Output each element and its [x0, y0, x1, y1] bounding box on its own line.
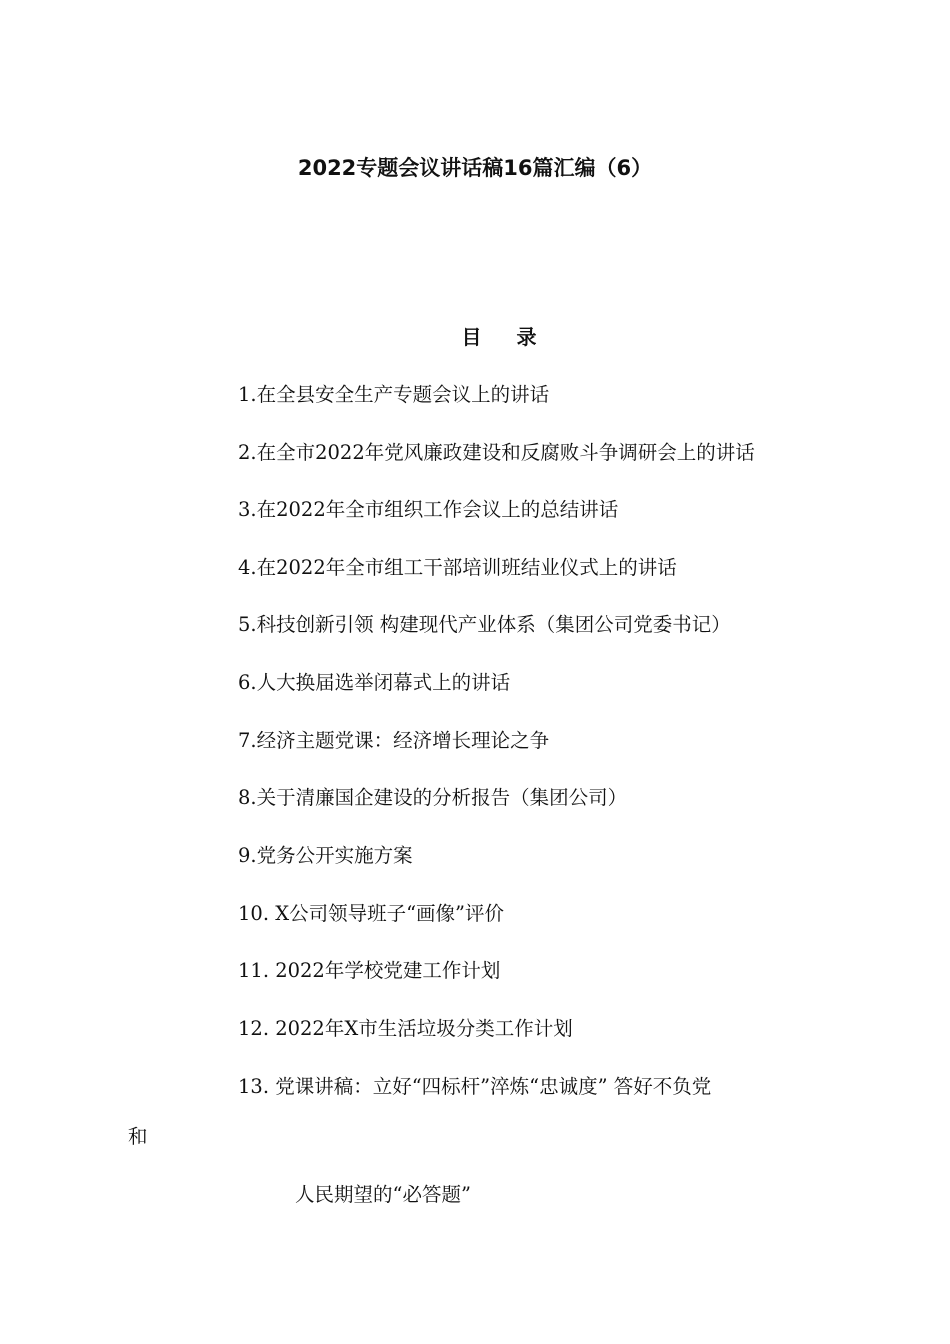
toc-item: 9.党务公开实施方案	[238, 844, 413, 867]
toc-item: 8.关于清廉国企建设的分析报告（集团公司）	[238, 786, 628, 809]
toc-item: 1.在全县安全生产专题会议上的讲话	[238, 383, 550, 406]
toc-item-line: 人民期望的“必答题”	[295, 1183, 471, 1206]
toc-heading: 目 录	[461, 325, 551, 349]
toc-item: 11. 2022年学校党建工作计划	[238, 959, 501, 982]
toc-item-line: 13. 党课讲稿：立好“四标杆”淬炼“忠诚度” 答好不负党	[238, 1075, 712, 1098]
toc-item: 10. X公司领导班子“画像”评价	[238, 902, 505, 925]
toc-item: 6.人大换届选举闭幕式上的讲话	[238, 671, 511, 694]
toc-item: 5.科技创新引领 构建现代产业体系（集团公司党委书记）	[238, 613, 731, 636]
toc-item: 3.在2022年全市组织工作会议上的总结讲话	[238, 498, 619, 521]
toc-item: 4.在2022年全市组工干部培训班结业仪式上的讲话	[238, 556, 677, 579]
toc-item: 7.经济主题党课：经济增长理论之争	[238, 729, 550, 752]
document-title: 2022专题会议讲话稿16篇汇编（6）	[297, 156, 653, 180]
toc-item: 12. 2022年X市生活垃圾分类工作计划	[238, 1017, 573, 1040]
toc-item: 2.在全市2022年党风廉政建设和反腐败斗争调研会上的讲话	[238, 441, 755, 464]
toc-item-line: 和	[128, 1125, 148, 1148]
